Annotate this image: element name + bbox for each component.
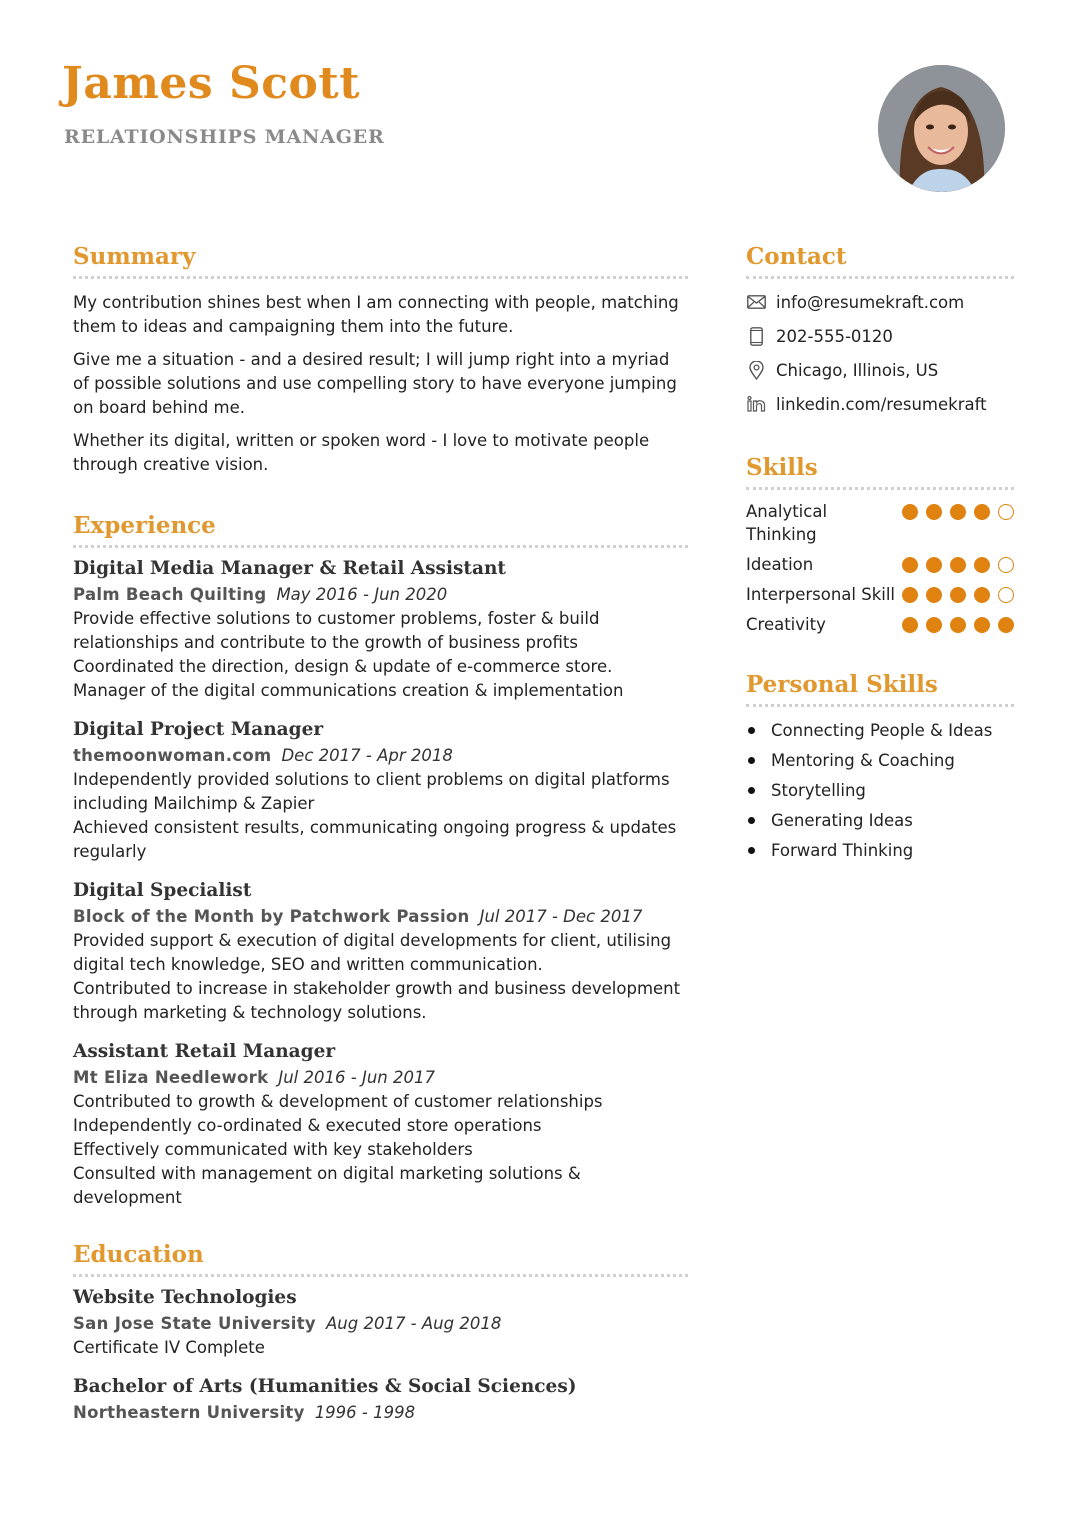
candidate-job-title: RELATIONSHIPS MANAGER — [64, 126, 385, 148]
job-meta — [73, 582, 688, 607]
job-description-line: Achieved consistent results, communicating ongoing progress & updates regularly — [73, 818, 677, 861]
skill-rating — [902, 613, 1014, 633]
job-description-line: Independently co-ordinated & executed store operations — [73, 1116, 542, 1135]
section-title-experience: Experience — [73, 512, 216, 539]
contact-location — [746, 353, 1014, 387]
section-title-contact: Contact — [746, 243, 847, 270]
rating-dot-filled — [950, 504, 966, 520]
rating-dot-filled — [950, 557, 966, 573]
rating-dot-empty — [998, 587, 1014, 603]
contact-email[interactable] — [746, 285, 1014, 319]
education-meta — [73, 1311, 688, 1336]
personal-skill-item — [746, 715, 1014, 745]
summary-paragraph: My contribution shines best when I am connecting with people, matching them to ideas and campaigning them into the future. — [73, 293, 679, 336]
education-item — [73, 1374, 688, 1425]
job-dates: Dec 2017 - Apr 2018 — [281, 746, 453, 765]
job-description-line: Independently provided solutions to client problems on digital platforms including Mailchimp & Zapier — [73, 770, 670, 813]
linkedin-icon — [746, 394, 766, 414]
personal-skill-label: Generating Ideas — [771, 810, 913, 830]
rating-dot-filled — [902, 504, 918, 520]
dotted-divider — [73, 276, 688, 279]
job-title: Assistant Retail Manager — [73, 1041, 336, 1062]
contact-section — [746, 242, 1014, 421]
job-description-line: Effectively communicated with key stakeholders — [73, 1140, 473, 1159]
experience-item — [73, 878, 688, 1025]
job-meta — [73, 904, 688, 929]
job-dates: Jul 2017 - Dec 2017 — [479, 907, 643, 926]
rating-dot-filled — [974, 504, 990, 520]
skill-rating — [902, 553, 1014, 573]
summary-paragraph: Whether its digital, written or spoken word - I love to motivate people through creative vision. — [73, 431, 650, 474]
job-company: Palm Beach Quilting — [73, 585, 267, 604]
education-item — [73, 1285, 688, 1360]
rating-dot-filled — [926, 587, 942, 603]
rating-dot-filled — [926, 557, 942, 573]
education-section — [73, 1240, 688, 1425]
contact-value: Chicago, Illinois, US — [776, 360, 939, 380]
skill-name: Ideation — [746, 555, 814, 574]
skill-rating — [902, 500, 1014, 520]
skill-name: Interpersonal Skill — [746, 585, 896, 604]
personal-skill-label: Forward Thinking — [771, 840, 914, 860]
rating-dot-filled — [902, 587, 918, 603]
contact-linkedin[interactable] — [746, 387, 1014, 421]
summary-section — [73, 242, 688, 477]
candidate-name: James Scott — [62, 58, 361, 109]
skill-item — [746, 500, 1014, 546]
job-description-line: Provide effective solutions to customer problems, foster & build relationships and contribute to the growth of business profits — [73, 609, 600, 652]
skill-item — [746, 583, 1014, 606]
rating-dot-filled — [902, 617, 918, 633]
phone-icon — [746, 326, 766, 346]
profile-photo-icon — [878, 65, 1005, 192]
job-dates: Jul 2016 - Jun 2017 — [278, 1068, 435, 1087]
rating-dot-filled — [950, 587, 966, 603]
bullet-icon — [748, 727, 755, 734]
degree-title: Bachelor of Arts (Humanities & Social Sciences) — [73, 1376, 577, 1397]
personal-skill-item — [746, 775, 1014, 805]
bullet-icon — [748, 817, 755, 824]
skill-name: Analytical Thinking — [746, 502, 828, 544]
education-dates: Aug 2017 - Aug 2018 — [325, 1314, 502, 1333]
rating-dot-filled — [926, 617, 942, 633]
rating-dot-filled — [950, 617, 966, 633]
avatar — [878, 65, 1005, 192]
rating-dot-filled — [998, 617, 1014, 633]
bullet-icon — [748, 847, 755, 854]
personal-skill-label: Mentoring & Coaching — [771, 750, 955, 770]
job-description-line: Coordinated the direction, design & update of e-commerce store. — [73, 657, 613, 676]
personal-skill-item — [746, 745, 1014, 775]
contact-phone[interactable] — [746, 319, 1014, 353]
experience-section — [73, 511, 688, 1210]
dotted-divider — [746, 276, 1014, 279]
job-description-line: Contributed to increase in stakeholder growth and business development through marketing & technology solutions. — [73, 979, 681, 1022]
personal-skill-item — [746, 835, 1014, 865]
job-company: Block of the Month by Patchwork Passion — [73, 907, 470, 926]
contact-value: linkedin.com/resumekraft — [776, 394, 987, 414]
dotted-divider — [73, 1274, 688, 1277]
section-title-personal-skills: Personal Skills — [746, 671, 938, 698]
bullet-icon — [748, 787, 755, 794]
rating-dot-filled — [974, 587, 990, 603]
skills-section — [746, 453, 1014, 636]
job-description-line: Manager of the digital communications creation & implementation — [73, 681, 624, 700]
sidebar-column — [746, 242, 1014, 865]
envelope-icon — [746, 292, 766, 312]
job-dates: May 2016 - Jun 2020 — [276, 585, 448, 604]
rating-dot-filled — [902, 557, 918, 573]
skill-item — [746, 613, 1014, 636]
dotted-divider — [746, 487, 1014, 490]
personal-skills-section — [746, 670, 1014, 865]
skill-name: Creativity — [746, 615, 826, 634]
skill-rating — [902, 583, 1014, 603]
education-meta — [73, 1400, 688, 1425]
personal-skill-label: Storytelling — [771, 780, 866, 800]
job-description-line: Consulted with management on digital marketing solutions & development — [73, 1164, 581, 1207]
experience-item — [73, 1039, 688, 1210]
personal-skill-item — [746, 805, 1014, 835]
bullet-icon — [748, 757, 755, 764]
section-title-summary: Summary — [73, 243, 196, 270]
job-description-line: Contributed to growth & development of customer relationships — [73, 1092, 603, 1111]
skill-item — [746, 553, 1014, 576]
rating-dot-filled — [974, 557, 990, 573]
dotted-divider — [73, 545, 688, 548]
contact-value: 202-555-0120 — [776, 326, 893, 346]
contact-value: info@resumekraft.com — [776, 292, 965, 312]
school-name: San Jose State University — [73, 1314, 316, 1333]
rating-dot-empty — [998, 557, 1014, 573]
job-title: Digital Specialist — [73, 880, 252, 901]
job-meta — [73, 1065, 688, 1090]
job-meta — [73, 743, 688, 768]
education-dates: 1996 - 1998 — [314, 1403, 416, 1422]
section-title-education: Education — [73, 1241, 204, 1268]
main-column — [73, 242, 688, 1439]
job-title: Digital Project Manager — [73, 719, 324, 740]
school-name: Northeastern University — [73, 1403, 305, 1422]
summary-paragraph: Give me a situation - and a desired result; I will jump right into a myriad of possible solutions and use compelling story to have everyone jumping on board behind me. — [73, 350, 677, 417]
degree-title: Website Technologies — [73, 1287, 297, 1308]
dotted-divider — [746, 704, 1014, 707]
education-note: Certificate IV Complete — [73, 1338, 265, 1357]
rating-dot-filled — [974, 617, 990, 633]
job-company: themoonwoman.com — [73, 746, 272, 765]
personal-skill-label: Connecting People & Ideas — [771, 720, 993, 740]
section-title-skills: Skills — [746, 454, 818, 481]
job-description-line: Provided support & execution of digital developments for client, utilising digital tech knowledge, SEO and written communication. — [73, 931, 672, 974]
job-company: Mt Eliza Needlework — [73, 1068, 269, 1087]
experience-item — [73, 717, 688, 864]
job-title: Digital Media Manager & Retail Assistant — [73, 558, 506, 579]
experience-item — [73, 556, 688, 703]
rating-dot-empty — [998, 504, 1014, 520]
rating-dot-filled — [926, 504, 942, 520]
location-pin-icon — [746, 360, 766, 380]
